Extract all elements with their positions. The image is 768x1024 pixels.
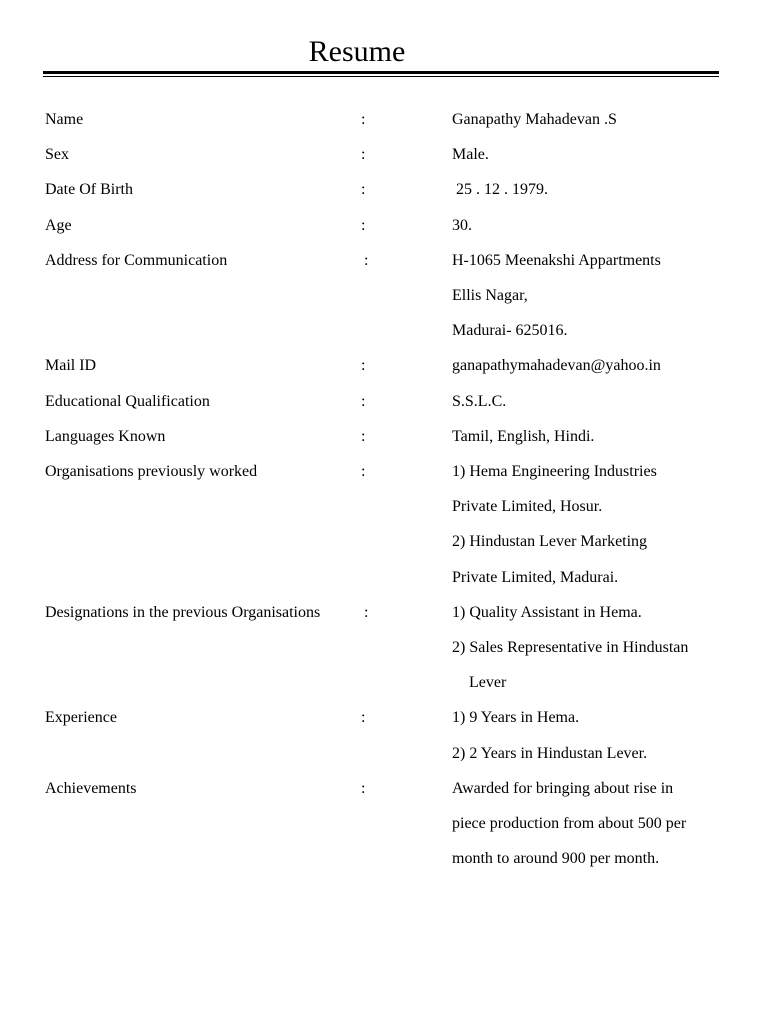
- value-line: 1) 9 Years in Hema.: [452, 709, 580, 727]
- field-designations: [0, 595, 768, 701]
- field-colon: :: [361, 427, 366, 445]
- field-value: [452, 208, 752, 243]
- value-line: Lever: [469, 674, 507, 692]
- value-line: Private Limited, Hosur.: [452, 498, 603, 516]
- field-value: [452, 348, 752, 383]
- field-colon: :: [361, 216, 366, 234]
- field-value: [452, 243, 752, 349]
- field-languages-known: [0, 419, 768, 454]
- field-sex: [0, 137, 768, 172]
- field-label: Mail ID: [45, 357, 97, 375]
- resume-title: Resume: [308, 35, 406, 68]
- field-colon: :: [361, 463, 366, 481]
- value-line: Madurai- 625016.: [452, 322, 568, 340]
- field-value: [452, 102, 752, 137]
- field-colon: :: [361, 357, 366, 375]
- email-value: ganapathymahadevan@yahoo.in: [452, 357, 661, 375]
- value-line: 2) Hindustan Lever Marketing: [452, 533, 648, 551]
- value-line: Ganapathy Mahadevan .S: [452, 111, 617, 128]
- field-label: Languages Known: [45, 427, 166, 445]
- field-achievements: [0, 771, 768, 877]
- field-label: Sex: [45, 146, 69, 164]
- value-line: H-1065 Meenakshi Appartments: [452, 251, 661, 269]
- field-value: [452, 384, 752, 419]
- field-colon: :: [361, 181, 366, 199]
- field-mail-id: [0, 348, 768, 383]
- field-label: Date Of Birth: [45, 181, 133, 199]
- field-address: [0, 243, 768, 349]
- value-line: Ellis Nagar,: [452, 287, 528, 305]
- title-underline-thin: [43, 76, 719, 77]
- field-label: Designations in the previous Organisations: [45, 603, 321, 621]
- field-educational-qualification: [0, 384, 768, 419]
- field-value: [452, 771, 752, 877]
- value-line: Private Limited, Madurai.: [452, 568, 619, 586]
- field-label: Educational Qualification: [45, 392, 210, 410]
- field-colon: :: [361, 392, 366, 410]
- field-name: [0, 102, 768, 137]
- value-line: Awarded for bringing about rise in: [452, 779, 674, 797]
- field-value: [452, 700, 752, 770]
- field-colon: :: [361, 779, 366, 797]
- field-colon: :: [364, 251, 369, 269]
- field-colon: :: [364, 603, 369, 621]
- field-label: Achievements: [45, 779, 137, 797]
- field-label: Organisations previously worked: [45, 463, 258, 481]
- field-colon: :: [361, 111, 366, 128]
- field-label: Experience: [45, 709, 117, 727]
- field-colon: :: [361, 709, 366, 727]
- field-value: [452, 454, 752, 595]
- field-value: [452, 172, 752, 207]
- field-organisations: [0, 454, 768, 595]
- value-line: Tamil, English, Hindi.: [452, 427, 595, 445]
- field-label: Address for Communication: [45, 251, 228, 269]
- value-line: month to around 900 per month.: [452, 850, 660, 868]
- field-label: Age: [45, 216, 72, 234]
- field-colon: :: [361, 146, 366, 164]
- field-value: [452, 595, 752, 701]
- field-value: [452, 419, 752, 454]
- value-line: 1) Hema Engineering Industries: [452, 463, 657, 481]
- value-line: 1) Quality Assistant in Hema.: [452, 603, 642, 621]
- resume-fields: [0, 102, 768, 876]
- value-line: 2) 2 Years in Hindustan Lever.: [452, 744, 648, 762]
- field-date-of-birth: [0, 172, 768, 207]
- value-line: 25 . 12 . 1979.: [452, 181, 548, 199]
- value-line: piece production from about 500 per: [452, 815, 687, 833]
- value-line: 2) Sales Representative in Hindustan: [452, 639, 689, 657]
- value-line: 30.: [452, 216, 472, 234]
- field-age: [0, 208, 768, 243]
- title-underline-thick: [43, 71, 719, 74]
- value-line: S.S.L.C.: [452, 392, 507, 410]
- field-experience: [0, 700, 768, 770]
- field-value: [452, 137, 752, 172]
- value-line: Male.: [452, 146, 489, 164]
- field-label: Name: [45, 111, 84, 128]
